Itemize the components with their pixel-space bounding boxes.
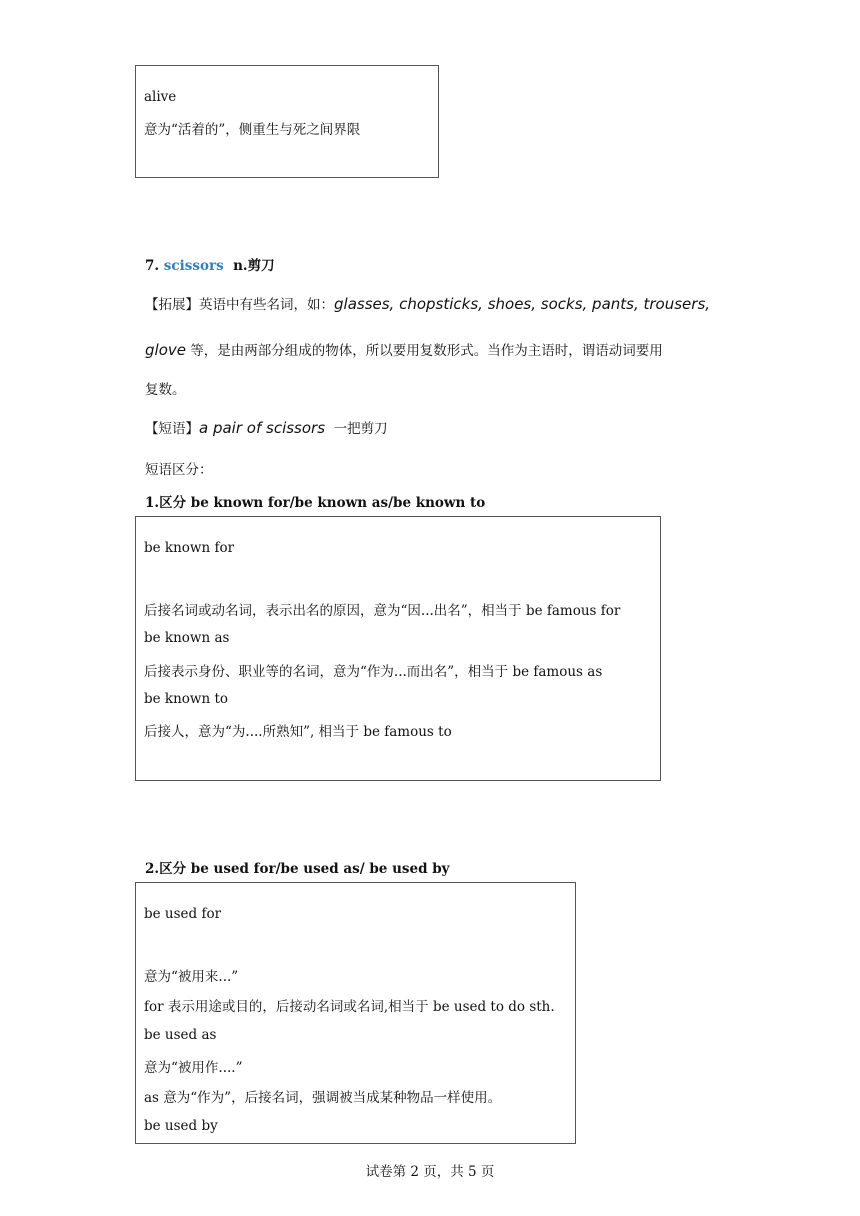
phrase-chinese: 一把剪刀 [333,421,388,437]
extension-examples-2: glove [145,341,186,359]
extension-examples: glasses, chopsticks, shoes, socks, pants, trousers, [334,295,711,313]
desc-used-for-b: for 表示用途或目的，后接动名词或名词,相当于 be used to do sth. [144,999,555,1015]
definition-box-alive [135,65,439,178]
term-known-to: be known to [144,691,229,707]
desc-used-as-a: 意为“被用作....” [144,1060,243,1076]
phrase-line [145,417,388,437]
item-number: 7. [145,258,160,274]
definition-box-used [135,882,576,1144]
desc-known-as: 后接表示身份、职业等的名词，意为“作为...而出名”，相当于 be famous as [144,664,603,680]
section-1-heading: 1.区分 be known for/be known as/be known to [145,495,486,511]
pos-meaning: n.剪刀 [233,258,275,274]
phrase-tag: 【短语】 [145,421,199,437]
phrase-english: a pair of scissors [199,419,326,437]
desc-known-to: 后接人，意为“为....所熟知”, 相当于 be famous to [144,724,452,740]
page-footer: 试卷第 2 页，共 5 页 [365,1164,495,1180]
extension-line-2 [145,339,663,359]
term-known-for: be known for [144,540,235,556]
desc-used-as-b: as 意为“作为”，后接名词，强调被当成某种物品一样使用。 [144,1090,502,1106]
extension-line-3 [145,378,186,398]
extension-text-3: 复数。 [145,382,186,398]
extension-text-2: 等，是由两部分组成的物体，所以要用复数形式。当作为主语时，谓语动词要用 [185,343,663,359]
term-known-as: be known as [144,630,230,646]
meaning-alive: 意为“活着的”，侧重生与死之间界限 [144,122,361,138]
phrase-distinction-label: 短语区分： [145,462,213,478]
section-2-heading: 2.区分 be used for/be used as/ be used by [145,861,450,877]
term-used-for: be used for [144,906,222,922]
extension-lead: 英语中有些名词，如： [199,297,334,313]
desc-used-for-a: 意为“被用来...” [144,969,239,985]
item-7-heading [145,254,275,274]
term-used-by: be used by [144,1118,218,1134]
vocab-word: scissors [163,258,224,274]
term-alive: alive [144,89,177,105]
desc-known-for: 后接名词或动名词，表示出名的原因，意为“因...出名”，相当于 be famous for [144,603,621,619]
definition-box-known [135,516,661,781]
extension-tag: 【拓展】 [145,297,199,313]
extension-line-1 [145,293,710,313]
term-used-as: be used as [144,1027,217,1043]
